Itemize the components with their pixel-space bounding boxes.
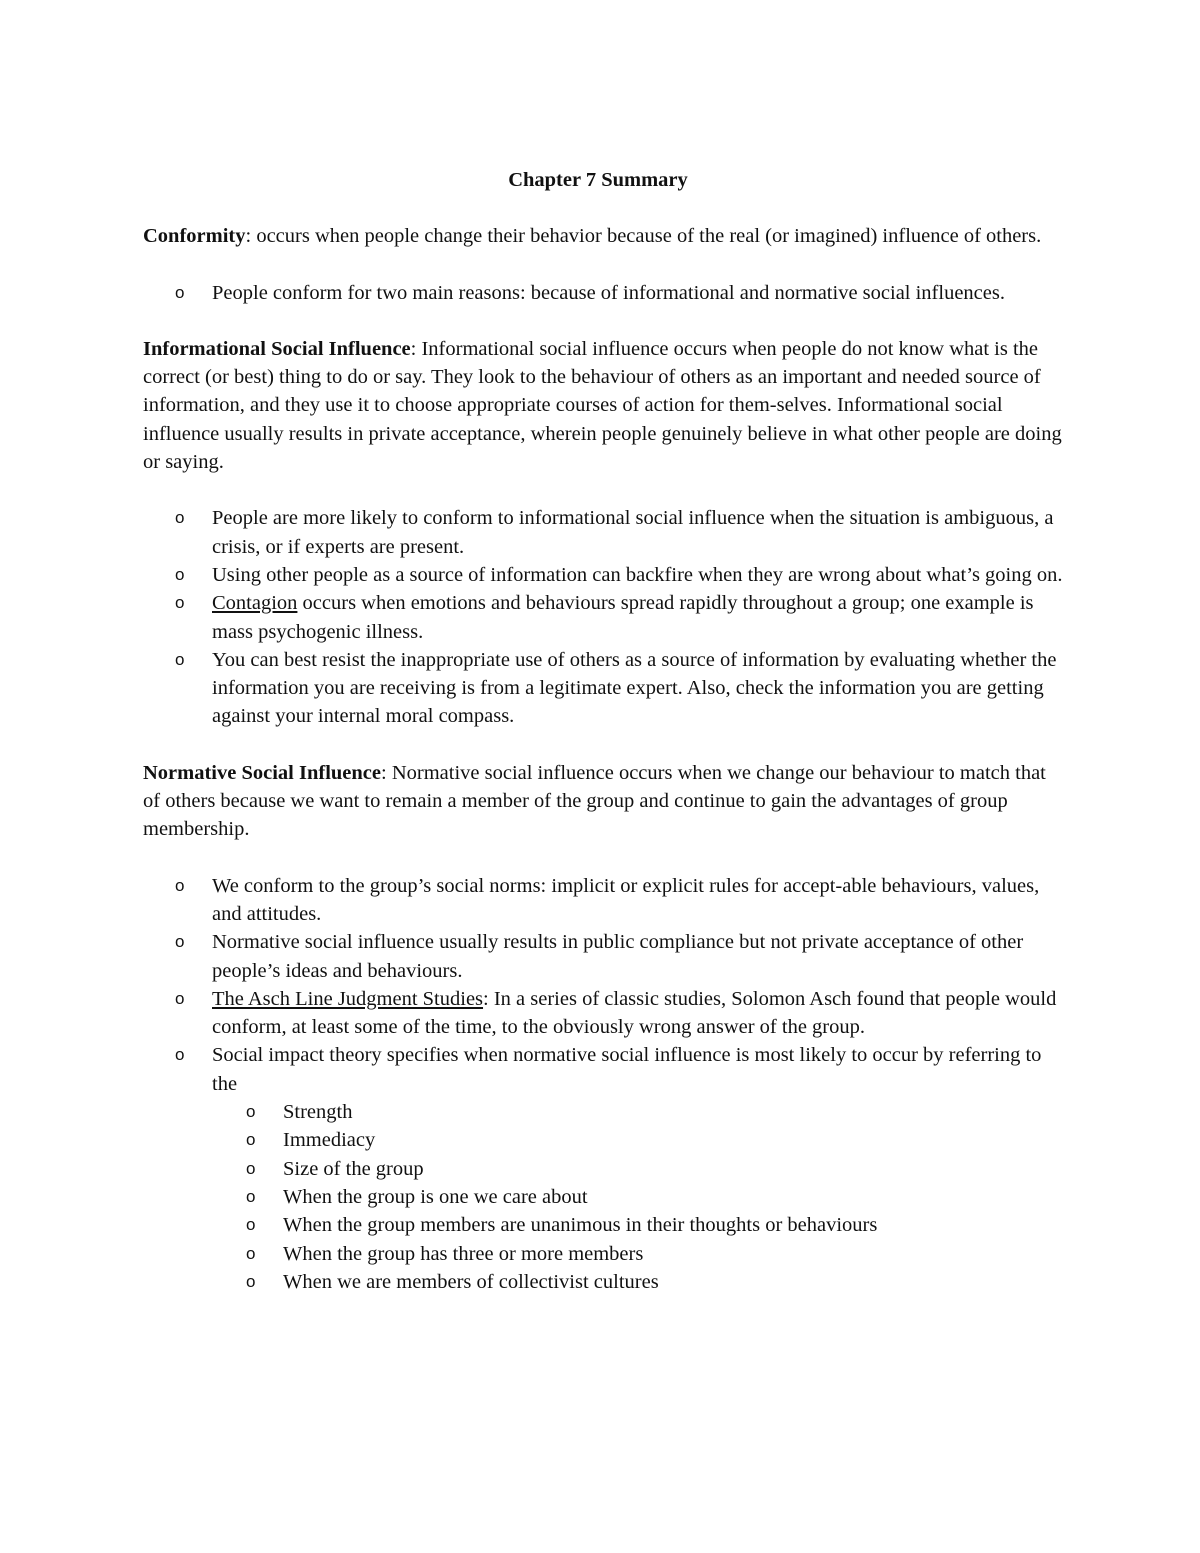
sub-list-item-text: When the group is one we care about: [283, 1185, 588, 1208]
normative-term: Normative Social Influence: [143, 761, 381, 784]
bullet-marker: o: [175, 564, 185, 584]
normative-text: Normative social influence occurs when we change our behaviour to match that of others because we want to remain a member of the group and continue to gain the advantages of group membership.: [143, 761, 1046, 841]
sub-list-item: [246, 1211, 1063, 1239]
sub-list-item: [246, 1155, 1063, 1183]
conformity-colon: :: [245, 225, 252, 248]
sub-list-item-text: When the group members are unanimous in their thoughts or behaviours: [283, 1214, 878, 1237]
document-page: [143, 166, 1063, 1296]
bullet-marker: o: [246, 1130, 256, 1150]
list-item: [175, 561, 1063, 589]
list-item: [175, 872, 1063, 929]
sub-list-item-text: Immediacy: [283, 1129, 376, 1152]
informational-paragraph: [143, 335, 1063, 476]
bullet-marker: o: [246, 1186, 256, 1206]
sub-list-item-text: When we are members of collectivist cultures: [283, 1270, 659, 1293]
contagion-term: Contagion: [212, 592, 298, 615]
list-item-text: You can best resist the inappropriate use of others as a source of information by evaluating whether the information you are receiving is from a legitimate expert. Also, check the information you are getting against your internal moral compass.: [212, 648, 1057, 728]
bullet-marker: o: [175, 875, 185, 895]
list-item: [175, 928, 1063, 985]
list-item: [175, 589, 1063, 646]
list-item-text: occurs when emotions and behaviours spread rapidly throughout a group; one example is mass psychogenic illness.: [212, 592, 1034, 643]
informational-bullet-list: [143, 504, 1063, 730]
sub-list-item: [246, 1183, 1063, 1211]
bullet-marker: o: [246, 1102, 256, 1122]
list-item-text: Using other people as a source of information can backfire when they are wrong about what’s going on.: [212, 563, 1063, 586]
conformity-paragraph: [143, 222, 1063, 250]
bullet-marker: o: [175, 593, 185, 613]
list-item-text: People conform for two main reasons: because of informational and normative social influences.: [212, 281, 1005, 304]
bullet-marker: o: [175, 649, 185, 669]
list-item-text: Normative social influence usually results in public compliance but not private acceptance of other people’s ideas and behaviours.: [212, 931, 1024, 982]
sub-list-item: [246, 1098, 1063, 1126]
asch-studies-term: The Asch Line Judgment Studies: [212, 987, 484, 1010]
list-item-text: We conform to the group’s social norms: implicit or explicit rules for accept-able behaviours, values, and attitudes.: [212, 874, 1040, 925]
bullet-marker: o: [246, 1215, 256, 1235]
list-item-text: People are more likely to conform to informational social influence when the situation is ambiguous, a crisis, or if experts are present.: [212, 507, 1054, 558]
bullet-marker: o: [175, 282, 185, 302]
bullet-marker: o: [246, 1243, 256, 1263]
list-item: [175, 279, 1063, 307]
normative-paragraph: [143, 759, 1063, 844]
bullet-marker: o: [175, 932, 185, 952]
bullet-marker: o: [175, 988, 185, 1008]
bullet-marker: o: [175, 508, 185, 528]
social-impact-sub-list: [212, 1098, 1063, 1296]
page-title: Chapter 7 Summary: [508, 169, 688, 191]
informational-term: Informational Social Influence: [143, 337, 411, 360]
normative-bullet-list: [143, 872, 1063, 1296]
list-item: [175, 1041, 1063, 1296]
sub-list-item-text: When the group has three or more members: [283, 1242, 644, 1265]
conformity-bullet-list: [143, 279, 1063, 307]
list-item: [175, 646, 1063, 731]
sub-list-item: [246, 1240, 1063, 1268]
list-item: [175, 985, 1063, 1042]
sub-list-item: [246, 1268, 1063, 1296]
list-item-text: Social impact theory specifies when normative social influence is most likely to occur by referring to the: [212, 1044, 1042, 1095]
conformity-text: occurs when people change their behavior because of the real (or imagined) influence of others.: [251, 225, 1042, 248]
sub-list-item: [246, 1126, 1063, 1154]
normative-colon: :: [381, 761, 387, 784]
sub-list-item-text: Strength: [283, 1101, 353, 1124]
bullet-marker: o: [175, 1045, 185, 1065]
list-item-text: : In a series of classic studies, Solomon Asch found that people would conform, at least some of the time, to the obviously wrong answer of the group.: [212, 987, 1057, 1039]
list-item: [175, 504, 1063, 561]
informational-colon: :: [410, 337, 417, 360]
bullet-marker: o: [246, 1271, 256, 1291]
informational-text: Informational social influence occurs when people do not know what is the correct (or best) thing to do or say. They look to the behaviour of others as an important and needed source of information, and they use it to choose appropriate courses of action for them-selves. Informational social influence usually results in private acceptance, wherein people genuinely believe in what other people are doing or saying.: [143, 337, 1062, 474]
conformity-term: Conformity: [143, 225, 246, 248]
sub-list-item-text: Size of the group: [283, 1157, 424, 1180]
bullet-marker: o: [246, 1158, 256, 1178]
